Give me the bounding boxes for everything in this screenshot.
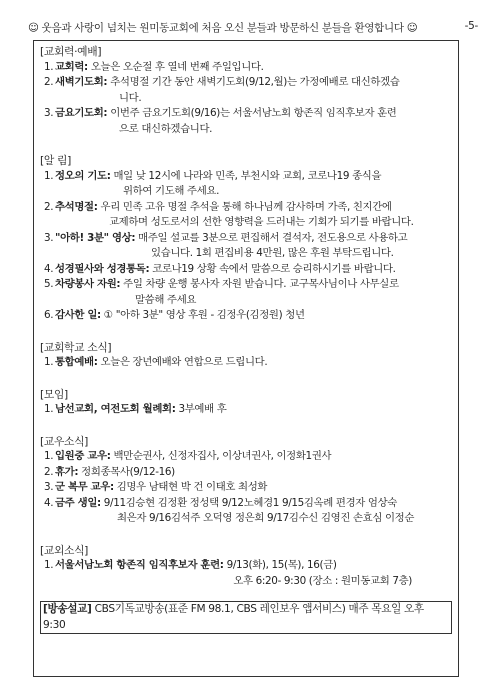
- item-text-continued: 위하여 기도해 주세요.: [123, 185, 220, 197]
- item-text-continued: 으로 대신하겠습니다.: [119, 122, 213, 135]
- page-header: [28, 20, 478, 35]
- item-number: 1.: [44, 450, 54, 462]
- page-number: -5-: [464, 20, 478, 32]
- item-label: 성경필사와 성경통독:: [55, 262, 150, 275]
- section-title-external: [교외소식]: [40, 543, 89, 557]
- notice-item: [40, 277, 452, 308]
- worship-item: [40, 60, 452, 76]
- item-number: 5.: [44, 278, 54, 290]
- item-text: 정희종목사(9/12-16): [81, 465, 175, 478]
- item-text: 우리 민족 고유 명절 추석을 통해 하나님께 감사하며 가족, 친지간에: [100, 200, 392, 213]
- item-text: 추석명절 기간 동안 새벽기도회(9/12,월)는 가정예배로 대신하겠습: [110, 76, 400, 88]
- notice-item: [40, 231, 452, 262]
- item-text: 백만순권사, 신정자집사, 이상녀권사, 이정화1권사: [113, 450, 332, 462]
- item-label: 교회력:: [55, 60, 88, 73]
- item-number: 2.: [44, 465, 54, 478]
- item-text: 3부예배 후: [178, 403, 227, 415]
- item-text-continued: 오후 6:20- 9:30 (장소 : 원미동교회 7층): [233, 574, 412, 587]
- item-number: 2.: [44, 76, 54, 88]
- item-label: 통합예배:: [55, 356, 98, 368]
- external-item: [40, 558, 452, 589]
- section-worship: [40, 44, 452, 137]
- worship-item: [40, 106, 452, 137]
- notice-item: [40, 200, 452, 231]
- school-item: [40, 355, 452, 371]
- item-label: 서울서남노회 항존직 임직후보자 훈련:: [55, 559, 224, 571]
- member-item: [40, 480, 452, 496]
- item-label: 감사한 일:: [55, 309, 101, 321]
- header-greeting: ☺ 웃음과 사랑이 넘치는 원미동교회에 처음 오신 분들과 방문하신 분들을 환영합니다 ☺: [28, 22, 418, 34]
- item-label: 추석명절:: [55, 200, 98, 213]
- item-text: 매주일 설교를 3분으로 편집해서 결석자, 전도용으로 사용하고: [138, 231, 408, 244]
- item-number: 2.: [44, 200, 54, 213]
- item-number: 1.: [44, 403, 54, 415]
- item-text: 9/11김승현 김정환 정성택 9/12노혜경1 9/15김옥례 편경자 엄상숙: [103, 496, 397, 509]
- worship-item: [40, 75, 452, 106]
- section-title-school: [교회학교 소식]: [40, 340, 112, 354]
- section-title-worship: [교회력·예배]: [40, 45, 102, 58]
- item-number: 1.: [44, 60, 54, 73]
- section-title-members: [교우소식]: [40, 434, 89, 448]
- item-text-continued: 말씀해 주세요: [135, 293, 197, 306]
- section-title-meeting: [모임]: [40, 387, 68, 401]
- item-text: 코로나19 상황 속에서 말씀으로 승리하시기를 바랍니다.: [152, 262, 396, 275]
- section-notices: [40, 153, 452, 324]
- item-text: ① "아하 3분" 영상 후원 - 김정우(김정원) 청년: [103, 309, 305, 321]
- item-number: 3.: [44, 481, 54, 493]
- notice-item: [40, 169, 452, 200]
- member-item: [40, 465, 452, 481]
- item-text: 매일 낮 12시에 나라와 민족, 부천시와 교회, 코로나19 종식을: [113, 169, 382, 182]
- item-label: 남선교회, 여전도회 월례회:: [55, 403, 176, 415]
- section-external: [40, 543, 452, 590]
- item-number: 3.: [44, 231, 54, 244]
- item-number: 3.: [44, 107, 54, 119]
- item-text: 주일 차량 운행 봉사자 자원 받습니다. 교구목사님이나 사무실로: [123, 278, 399, 290]
- item-label: 새벽기도회:: [55, 76, 108, 88]
- item-text-continued: 있습니다. 1회 편집비용 4만원, 많은 후원 부탁드립니다.: [151, 247, 394, 259]
- item-text: 9/13(화), 15(목), 16(금): [226, 559, 337, 571]
- item-text: 이번주 금요기도회(9/16)는 서울서남노회 항존직 임직후보자 훈련: [110, 107, 397, 119]
- member-item: [40, 496, 452, 527]
- item-number: 4.: [44, 496, 54, 509]
- item-text: 김명우 남태현 박 건 이태호 최성화: [116, 481, 268, 493]
- item-label: 휴가:: [55, 465, 79, 478]
- item-text-continued: 니다.: [119, 91, 142, 104]
- bulletin-content: [40, 44, 452, 634]
- item-label: 금주 생일:: [55, 496, 101, 509]
- section-members: [40, 434, 452, 527]
- item-label: 군 복무 교우:: [55, 481, 114, 493]
- item-text-continued: 교제하며 성도로서의 선한 영향력을 드러내는 기회가 되기를 바랍니다.: [109, 216, 414, 228]
- member-item: [40, 449, 452, 465]
- item-number: 4.: [44, 262, 54, 275]
- meeting-item: [40, 402, 452, 418]
- item-number: 6.: [44, 309, 54, 321]
- item-number: 1.: [44, 559, 54, 571]
- notice-item: [40, 262, 452, 278]
- notice-item: [40, 308, 452, 324]
- item-label: 정오의 기도:: [55, 169, 111, 182]
- item-number: 1.: [44, 356, 54, 368]
- item-number: 1.: [44, 169, 54, 182]
- section-meeting: [40, 387, 452, 418]
- section-church-school: [40, 340, 452, 371]
- broadcast-text: CBS기독교방송(표준 FM 98.1, CBS 레인보우 앱서비스) 매주 목요일 오후 9:30: [43, 603, 424, 631]
- item-label: 입원중 교우:: [55, 450, 111, 462]
- broadcast-sermon: [40, 601, 452, 634]
- item-text-continued: 최은자 9/16김석주 오덕영 정은희 9/17김수신 김영진 손효심 이정순: [117, 512, 415, 524]
- section-title-notices: [알 림]: [40, 154, 71, 167]
- item-text: 오늘은 오순절 후 열네 번째 주일입니다.: [90, 60, 264, 73]
- broadcast-title: [방송설교]: [43, 603, 92, 615]
- item-label: 차량봉사 자원:: [55, 278, 121, 290]
- item-text: 오늘은 장년예배와 연합으로 드립니다.: [100, 356, 268, 368]
- item-label: 금요기도회:: [55, 107, 108, 119]
- item-label: "아하! 3분" 영상:: [55, 231, 136, 244]
